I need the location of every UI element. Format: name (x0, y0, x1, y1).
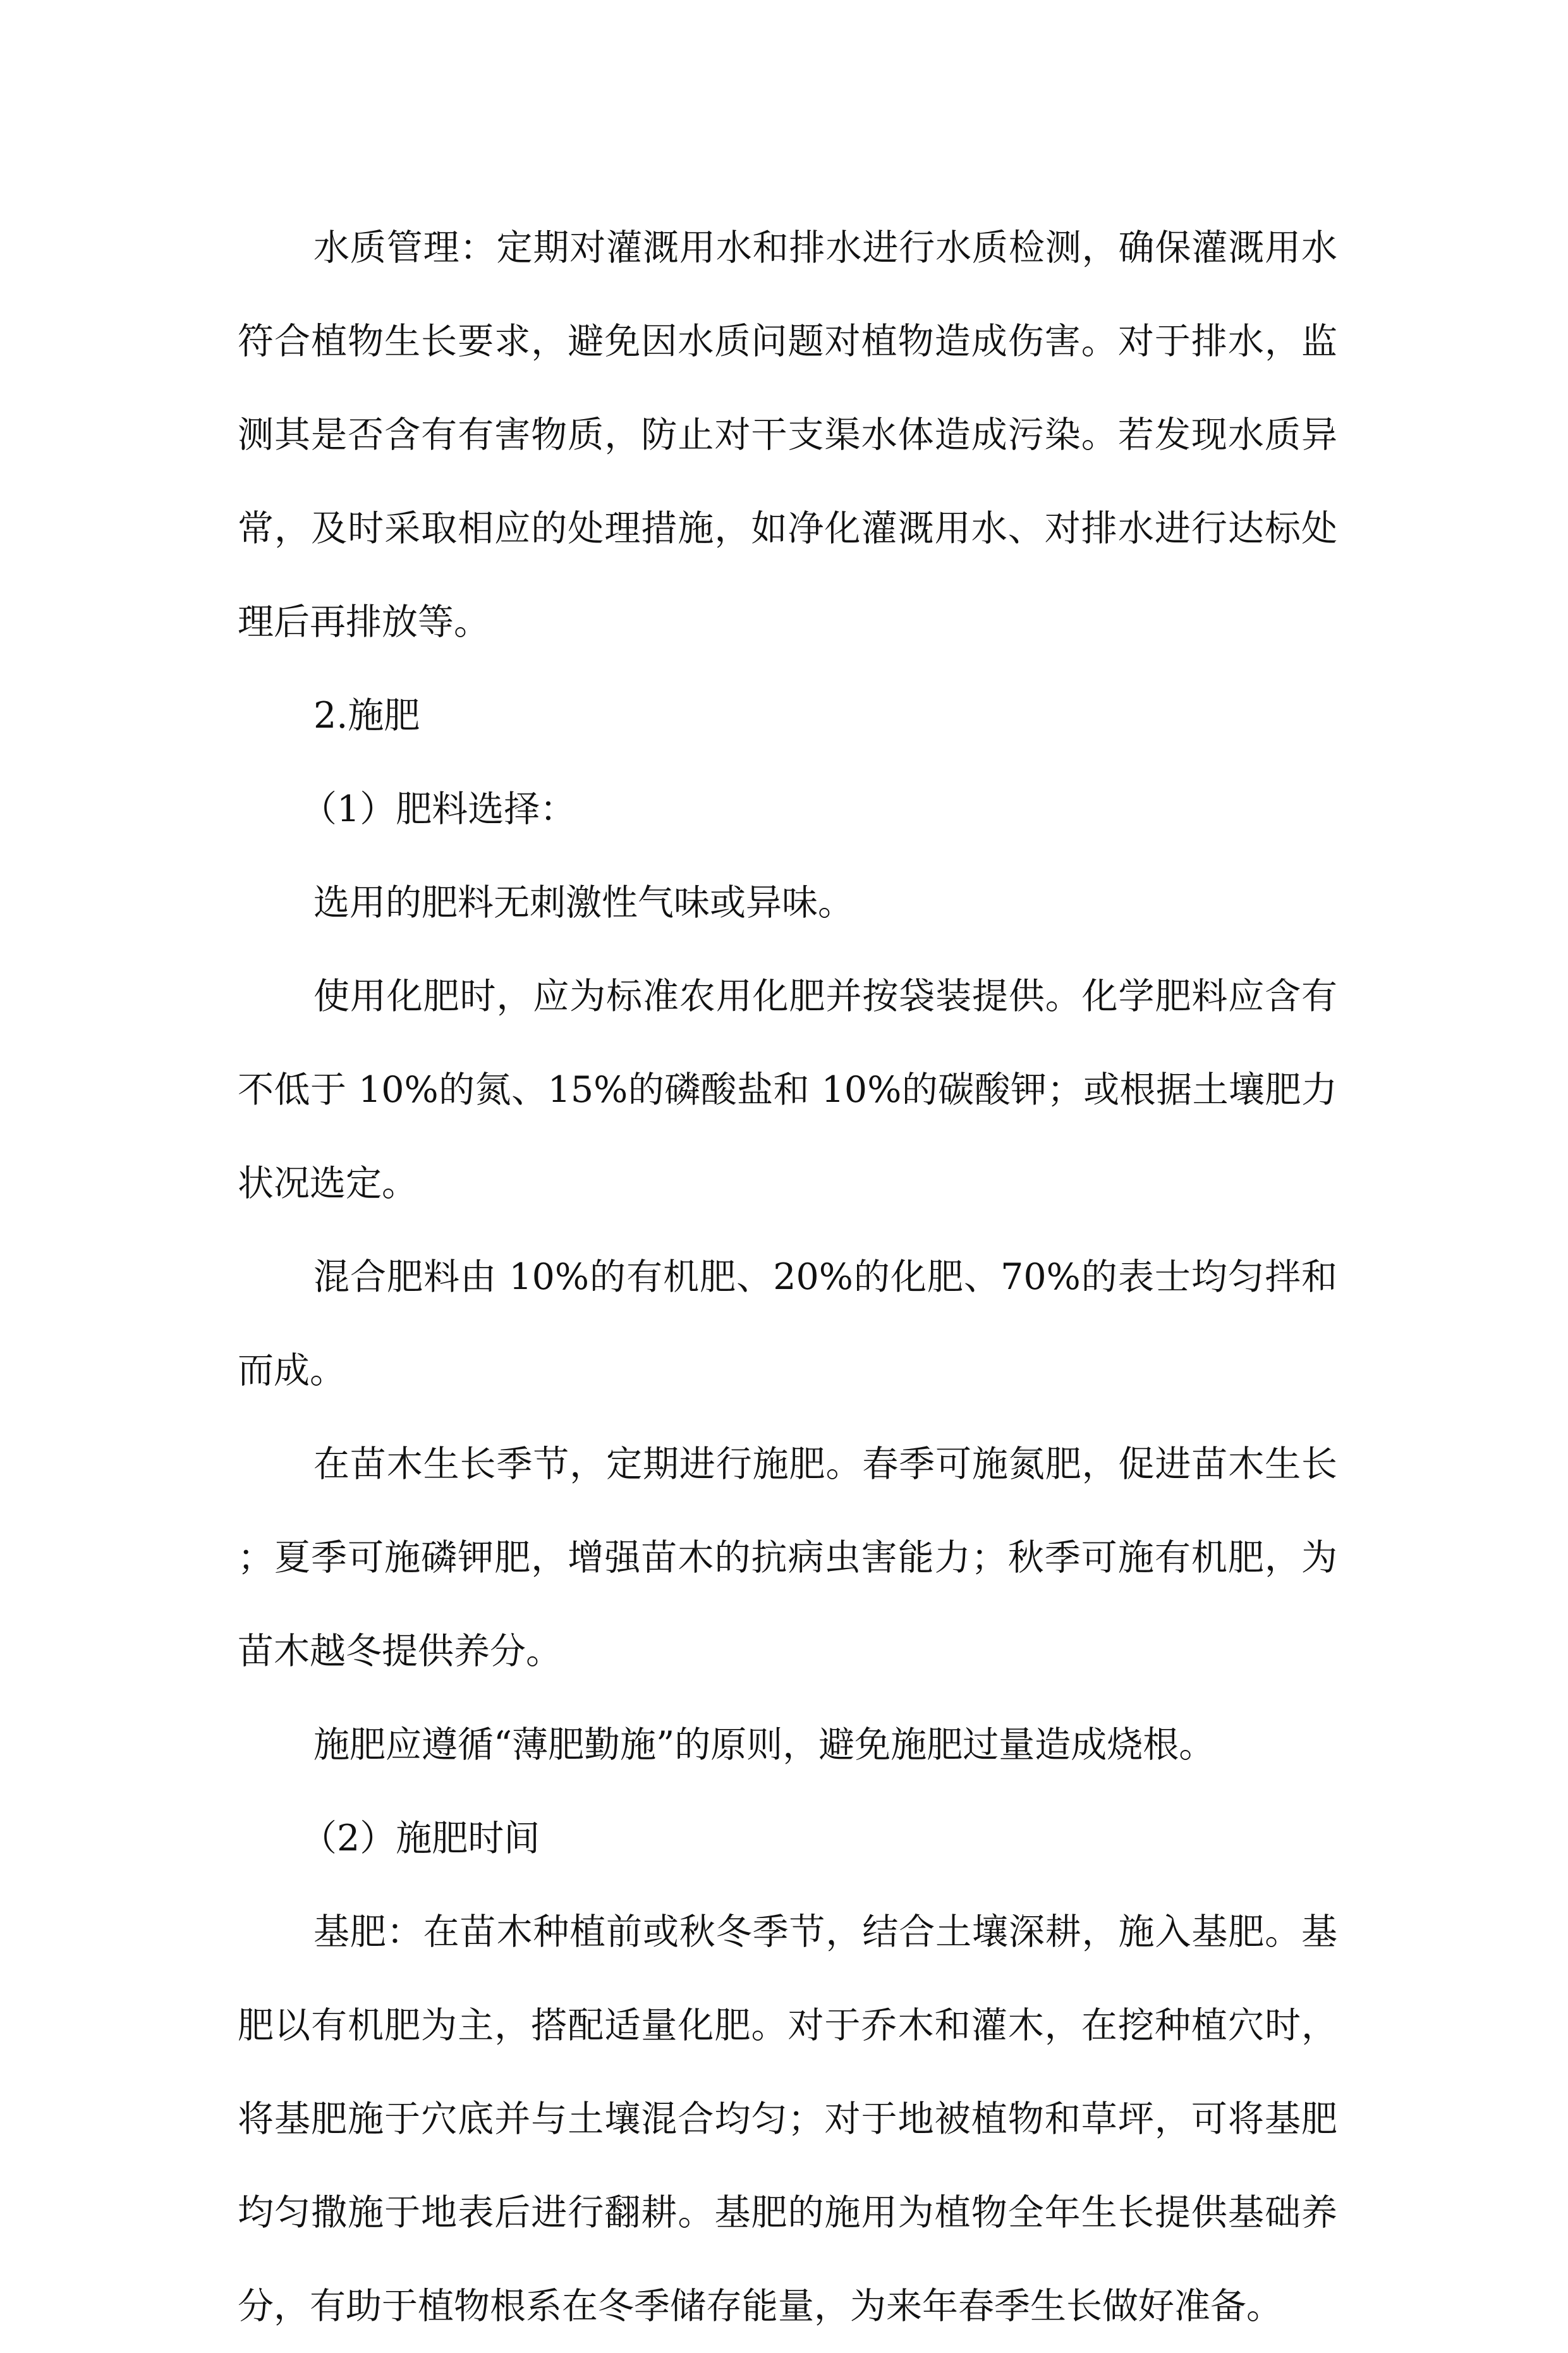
paragraph-mixed-fertilizer: 混合肥料由 10%的有机肥、20%的化肥、70%的表士均匀拌和而成。 (238, 1256, 1337, 1391)
paragraph-thin-frequent: 施肥应遵循“薄肥勤施”的原则，避免施肥过量造成烧根。 (313, 1724, 1215, 1766)
paragraph-no-odor: 选用的肥料无刺激性气味或异味。 (313, 882, 854, 924)
subsection-heading-fertilizer-selection: （1）肥料选择： (301, 788, 576, 830)
paragraph-seasonal-fertilizing: 在苗木生长季节，定期进行施肥。春季可施氮肥，促进苗木生长；夏季可施磷钾肥，增强苗木的抗病虫害能力；秋季可施有机肥，为苗木越冬提供养分。 (238, 1443, 1337, 1672)
paragraph-water-quality: 水质管理：定期对灌溉用水和排水进行水质检测，确保灌溉用水符合植物生长要求，避免因水质问题对植物造成伤害。对于排水，监测其是否含有有害物质，防止对干支渠水体造成污染。若发现水质异常，及时采取相应的处理措施，如净化灌溉用水、对排水进行达标处理后再排放等。 (238, 227, 1337, 643)
subsection-heading-fertilizing-time: （2）施肥时间 (301, 1818, 540, 1859)
document-body (238, 201, 1337, 2353)
section-heading-fertilizing: 2.施肥 (313, 695, 420, 736)
paragraph-base-fertilizer: 基肥：在苗木种植前或秋冬季节，结合土壤深耕，施入基肥。基肥以有机肥为主，搭配适量化肥。对于乔木和灌木，在挖种植穴时，将基肥施于穴底并与土壤混合均匀；对于地被植物和草坪，可将基肥均匀撒施于地表后进行翻耕。基肥的施用为植物全年生长提供基础养分，有助于植物根系在冬季储存能量，为来年春季生长做好准备。 (238, 1911, 1337, 2327)
paragraph-chemical-fertilizer: 使用化肥时，应为标准农用化肥并按袋装提供。化学肥料应含有不低于 10%的氮、15%的磷酸盐和 10%的碳酸钾；或根据土壤肥力状况选定。 (238, 975, 1337, 1204)
